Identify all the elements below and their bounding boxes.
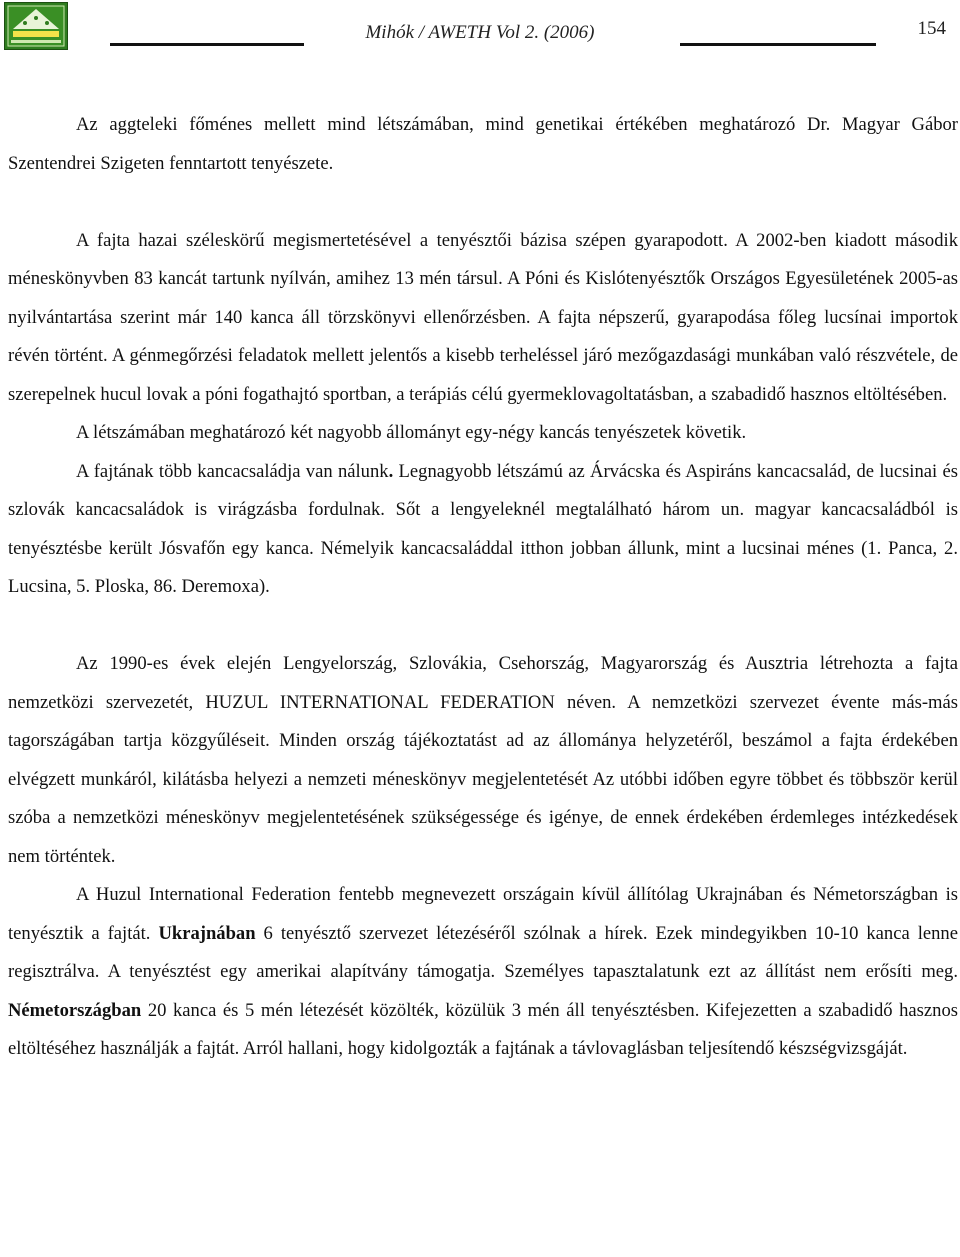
paragraph-6-bold-ukrajnaban: Ukrajnában [158, 922, 256, 944]
paragraph-5: Az 1990-es évek elején Lengyelország, Szlovákia, Csehország, Magyarország és Ausztria létrehozta a fajta nemzetközi szervezetét, HUZUL INTERNATIONAL FEDERATION néven. A nemzetközi szervezet évente más-más tagországában tartja közgyűléseit. Minden ország tájékoztatást ad az állománya helyzetéről, beszámol a fajta érdekében elvégzett munkáról, kilátásba helyezi a nemzeti méneskönyv megjelentetését Az utóbbi időben egyre többet és többször kerül szóba a nemzetközi méneskönyv megjelentetésének szükségessége és igénye, de ennek érdekében érdemleges intézkedések nem történtek. [8, 653, 958, 867]
paragraph-6-bold-nemetorszagban: Németországban [8, 999, 142, 1021]
page-number: 154 [917, 18, 946, 39]
paragraph-6 [8, 876, 958, 1069]
paragraph-4-part-c: Legnagyobb létszámú az Árvácska és Aspiráns kancacsalád, de lucsinai és szlovák kancacsaládok is virágzásba fordulnak. Sőt a lengyeleknél megtalálható három un. magyar kancacsaládból is tenyésztésbe került Jósvafőn egy kanca. Némelyik kancacsaláddal itthon jobban állunk, mint a lucsinai ménes (1. Panca, 2. Lucsina, 5. Ploska, 86. Deremoxa). [8, 460, 958, 597]
paragraph-1: Az aggteleki főménes mellett mind létszámában, mind genetikai értékében meghatározó Dr. Magyar Gábor Szentendrei Szigeten fenntartott tenyészete. [8, 114, 958, 174]
paragraph-4-bold-period: . [388, 460, 394, 482]
paragraph-gap [8, 183, 958, 222]
header-rule-right [680, 43, 876, 46]
paragraph-2: A fajta hazai széleskörű megismertetésével a tenyésztői bázisa szépen gyarapodott. A 2002-ben kiadott második méneskönyvben 83 kancát tartunk nyílván, amihez 13 mén társul. A Póni és Kislótenyésztők Országos Egyesületének 2005-as nyilvántartása szerint már 140 kanca áll törzskönyvi ellenőrzésben. A fajta népszerű, gyarapodása főleg lucsínai importok révén történt. A génmegőrzési feladatok mellett jelentős a kisebb terheléssel járó mezőgazdasági munkában való részvétele, de szerepelnek hucul lovak a póni fogathajtó sportban, a terápiás célú gyermeklovagoltatásban, a szabadidő hasznos eltöltésében. [8, 229, 958, 405]
paragraph-gap [8, 607, 958, 646]
paragraph-6-part-c: 20 kanca és 5 mén létezését közölték, közülük 3 mén áll tenyésztésben. Kifejezetten a szabadidő hasznos eltöltéséhez használják a fajtát. Arról hallani, hogy kidolgozták a fajtának a távlovaglásban teljesítendő készségvizsgáját. [8, 999, 958, 1059]
paragraph-4-part-a: A fajtának több kancacsaládja van nálunk [76, 460, 389, 482]
running-header-title: Mihók / AWETH Vol 2. (2006) [365, 22, 595, 43]
paragraph-6-part-b: 6 tenyésztő szervezet létezéséről szólnak a hírek. Ezek mindegyikben 10-10 kanca lenne regisztrálva. A tenyésztést egy amerikai alapítvány támogatja. Személyes tapasztalatunk ezt az állítást nem erősíti meg. [8, 922, 958, 982]
paragraph-3: A létszámában meghatározó két nagyobb állományt egy-négy kancás tenyészetek követik. [76, 422, 747, 443]
header-rule-left [110, 43, 304, 46]
paragraph-6-part-a: A Huzul International Federation fentebb megnevezett országain kívül állítólag Ukrajnában és Németországban is tenyésztik a fajtát. [8, 884, 958, 944]
paragraph-4 [8, 453, 958, 607]
article-body [8, 106, 958, 1069]
